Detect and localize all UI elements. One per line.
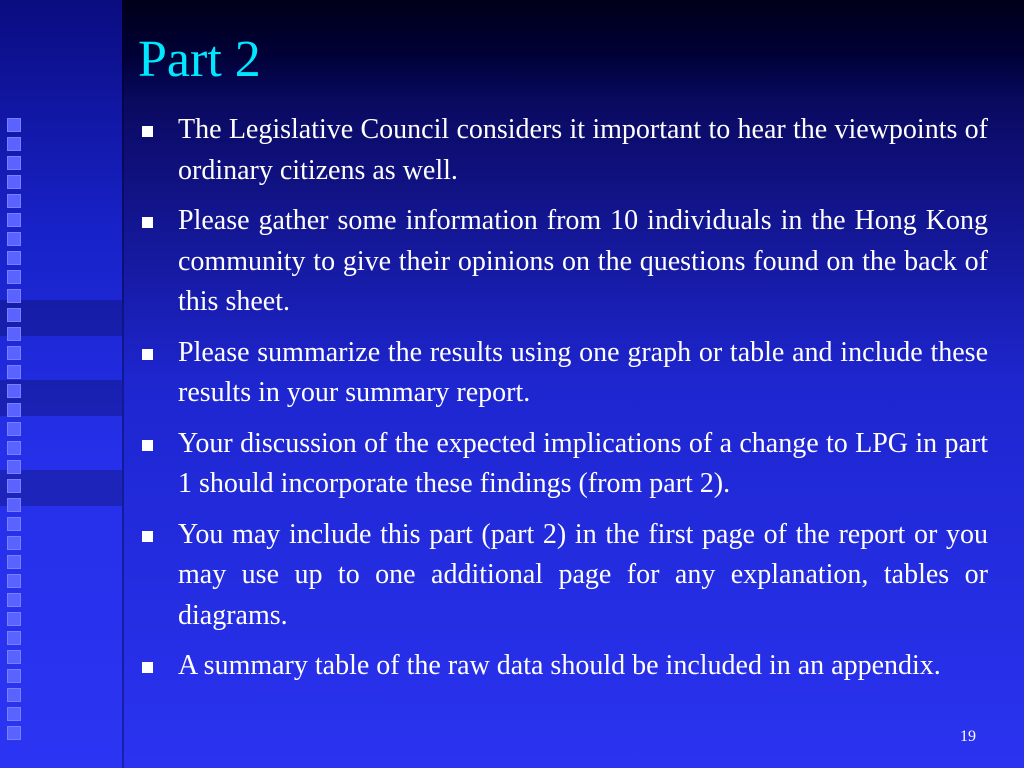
decorative-square [7, 365, 21, 379]
decorative-square [7, 308, 21, 322]
square-bullet-icon [142, 217, 153, 228]
decorative-square [7, 232, 21, 246]
decorative-square [7, 593, 21, 607]
decorative-square [7, 536, 21, 550]
bullet-text: Please summarize the results using one graph or table and include these results in your summary report. [178, 336, 988, 408]
decorative-square [7, 650, 21, 664]
decorative-square [7, 403, 21, 417]
square-bullet-icon [142, 531, 153, 542]
decorative-square [7, 175, 21, 189]
decorative-square [7, 118, 21, 132]
decorative-square [7, 669, 21, 683]
decorative-square [7, 441, 21, 455]
decorative-square [7, 156, 21, 170]
square-bullet-icon [142, 440, 153, 451]
decorative-square-column [7, 118, 33, 745]
decorative-square [7, 688, 21, 702]
bullet-item [138, 424, 988, 505]
bullet-text: You may include this part (part 2) in the first page of the report or you may use up to one additional page for any explanation, tables or diagrams. [178, 518, 988, 631]
page-number: 19 [960, 728, 976, 745]
decorative-square [7, 726, 21, 740]
decorative-square [7, 384, 21, 398]
decorative-square [7, 612, 21, 626]
decorative-square [7, 327, 21, 341]
decorative-square [7, 289, 21, 303]
bullet-item [138, 646, 988, 687]
decorative-square [7, 631, 21, 645]
decorative-square [7, 460, 21, 474]
decorative-square [7, 574, 21, 588]
decorative-square [7, 251, 21, 265]
decorative-square [7, 346, 21, 360]
bullet-item [138, 515, 988, 637]
decorative-square [7, 137, 21, 151]
decorative-square [7, 270, 21, 284]
panel-divider [122, 0, 124, 768]
left-decorative-panel [0, 0, 122, 768]
decorative-square [7, 517, 21, 531]
square-bullet-icon [142, 349, 153, 360]
bullet-item [138, 110, 988, 191]
bullet-text: Please gather some information from 10 individuals in the Hong Kong community to give their opinions on the questions found on the back of this sheet. [178, 205, 988, 317]
decorative-square [7, 707, 21, 721]
bullet-text: The Legislative Council considers it important to hear the viewpoints of ordinary citizens as well. [178, 114, 988, 186]
square-bullet-icon [142, 662, 153, 673]
bullet-item [138, 333, 988, 414]
bullet-list [138, 110, 988, 697]
bullet-text: Your discussion of the expected implications of a change to LPG in part 1 should incorporate these findings (from part 2). [178, 427, 988, 499]
square-bullet-icon [142, 126, 153, 137]
bullet-item [138, 201, 988, 323]
decorative-square [7, 194, 21, 208]
bullet-text: A summary table of the raw data should be included in an appendix. [178, 650, 941, 681]
decorative-square [7, 422, 21, 436]
decorative-square [7, 479, 21, 493]
decorative-square [7, 213, 21, 227]
decorative-square [7, 498, 21, 512]
decorative-square [7, 555, 21, 569]
slide-title: Part 2 [138, 31, 261, 88]
